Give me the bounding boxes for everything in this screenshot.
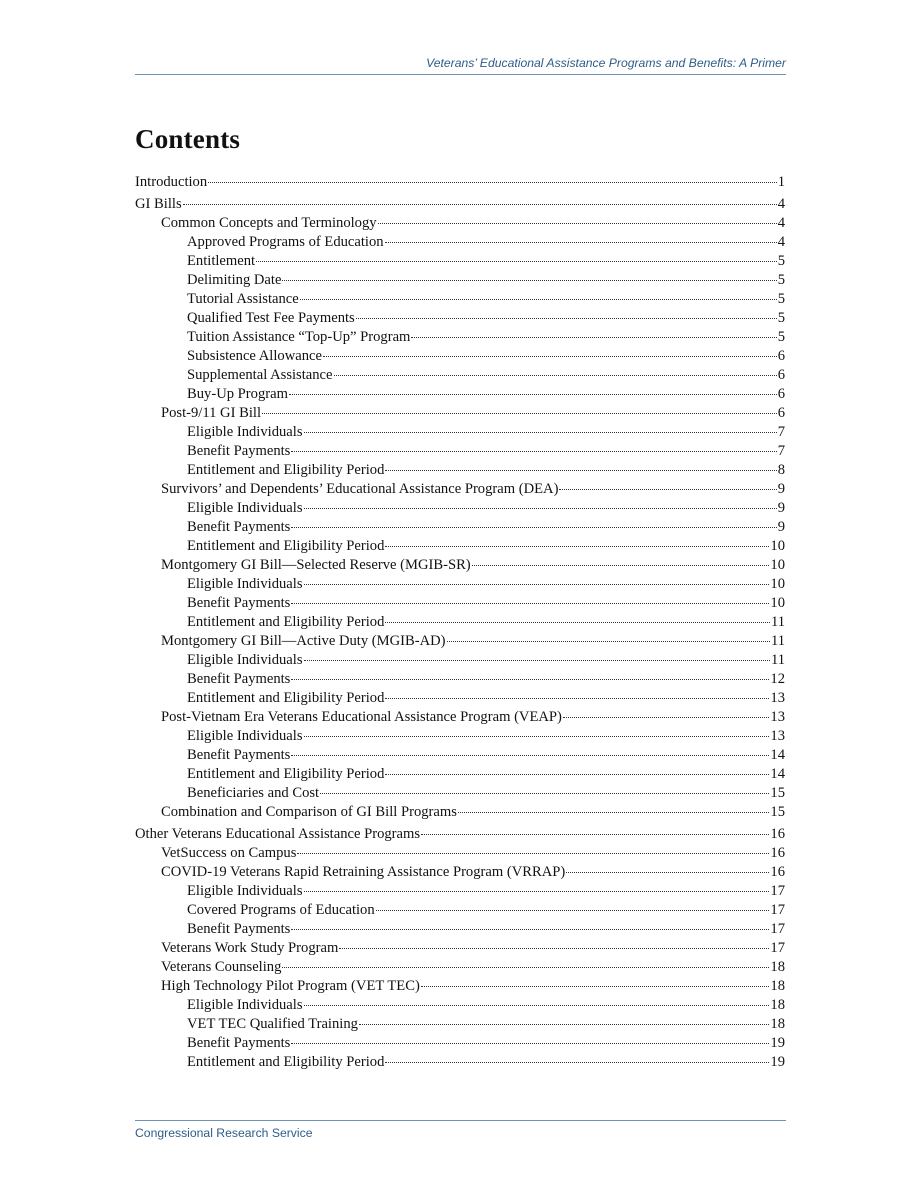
toc-entry-title: Eligible Individuals bbox=[187, 652, 303, 668]
toc-entry[interactable] bbox=[135, 518, 785, 537]
page-title: Contents bbox=[135, 124, 241, 154]
toc-entry-page: 17 bbox=[770, 902, 785, 918]
toc-entry-page: 13 bbox=[770, 728, 785, 744]
toc-entry[interactable] bbox=[135, 863, 785, 882]
toc-entry[interactable] bbox=[135, 765, 785, 784]
toc-entry-page: 7 bbox=[777, 443, 785, 459]
toc-entry-page: 10 bbox=[770, 595, 785, 611]
dot-leader bbox=[304, 1005, 770, 1006]
toc-entry-page: 9 bbox=[777, 481, 785, 497]
toc-entry-title: Benefit Payments bbox=[187, 747, 291, 763]
toc-entry[interactable] bbox=[135, 784, 785, 803]
dot-leader bbox=[385, 242, 777, 243]
toc-entry-page: 12 bbox=[770, 671, 785, 687]
toc-entry-page: 5 bbox=[777, 253, 785, 269]
dot-leader bbox=[291, 679, 769, 680]
toc-entry-page: 4 bbox=[777, 234, 785, 250]
dot-leader bbox=[291, 929, 769, 930]
toc-entry-page: 9 bbox=[777, 519, 785, 535]
dot-leader bbox=[262, 413, 777, 414]
toc-entry-title: Entitlement and Eligibility Period bbox=[187, 690, 385, 706]
toc-entry[interactable] bbox=[135, 651, 785, 670]
toc-entry-page: 6 bbox=[777, 386, 785, 402]
toc-entry[interactable] bbox=[135, 173, 785, 192]
dot-leader bbox=[385, 774, 769, 775]
toc-entry-title: Other Veterans Educational Assistance Programs bbox=[135, 826, 421, 842]
dot-leader bbox=[339, 948, 769, 949]
toc-entry[interactable] bbox=[135, 1015, 785, 1034]
toc-entry-title: Entitlement and Eligibility Period bbox=[187, 614, 385, 630]
running-title: Veterans’ Educational Assistance Programs and Benefits: A Primer bbox=[426, 56, 786, 70]
toc-entry-title: Eligible Individuals bbox=[187, 997, 303, 1013]
dot-leader bbox=[378, 223, 777, 224]
toc-entry[interactable] bbox=[135, 442, 785, 461]
toc-entry-page: 4 bbox=[777, 215, 785, 231]
dot-leader bbox=[385, 546, 769, 547]
toc-entry[interactable] bbox=[135, 632, 785, 651]
toc-entry-title: Montgomery GI Bill—Selected Reserve (MGIB-SR) bbox=[161, 557, 471, 573]
toc-entry[interactable] bbox=[135, 708, 785, 727]
dot-leader bbox=[472, 565, 770, 566]
toc-entry-page: 5 bbox=[777, 310, 785, 326]
toc-entry[interactable] bbox=[135, 958, 785, 977]
toc-entry-page: 6 bbox=[777, 405, 785, 421]
toc-entry[interactable] bbox=[135, 404, 785, 423]
toc-entry[interactable] bbox=[135, 309, 785, 328]
dot-leader bbox=[411, 337, 776, 338]
dot-leader bbox=[291, 451, 776, 452]
toc-entry-page: 10 bbox=[770, 557, 785, 573]
toc-entry-title: Entitlement and Eligibility Period bbox=[187, 538, 385, 554]
dot-leader bbox=[304, 432, 777, 433]
toc-entry[interactable] bbox=[135, 480, 785, 499]
footer-organization: Congressional Research Service bbox=[135, 1126, 313, 1140]
dot-leader bbox=[304, 584, 770, 585]
toc-entry-title: Introduction bbox=[135, 174, 208, 190]
toc-entry-page: 18 bbox=[770, 997, 785, 1013]
toc-entry-title: Entitlement bbox=[187, 253, 256, 269]
dot-leader bbox=[183, 204, 777, 205]
toc-entry[interactable] bbox=[135, 347, 785, 366]
toc-entry-title: Combination and Comparison of GI Bill Programs bbox=[161, 804, 457, 820]
toc-entry-page: 7 bbox=[777, 424, 785, 440]
toc-entry-page: 11 bbox=[770, 614, 785, 630]
toc-entry-page: 18 bbox=[770, 978, 785, 994]
toc-entry-page: 18 bbox=[770, 1016, 785, 1032]
toc-entry[interactable] bbox=[135, 996, 785, 1015]
toc-entry-title: Eligible Individuals bbox=[187, 728, 303, 744]
toc-entry[interactable] bbox=[135, 575, 785, 594]
dot-leader bbox=[282, 280, 776, 281]
toc-entry[interactable] bbox=[135, 1034, 785, 1053]
dot-leader bbox=[297, 853, 769, 854]
toc-entry-page: 6 bbox=[777, 367, 785, 383]
toc-entry-page: 17 bbox=[770, 921, 785, 937]
toc-entry[interactable] bbox=[135, 537, 785, 556]
toc-entry-title: Benefit Payments bbox=[187, 595, 291, 611]
toc-entry-title: Montgomery GI Bill—Active Duty (MGIB-AD) bbox=[161, 633, 446, 649]
toc-entry-title: Post-Vietnam Era Veterans Educational Assistance Program (VEAP) bbox=[161, 709, 562, 725]
dot-leader bbox=[300, 299, 777, 300]
dot-leader bbox=[559, 489, 776, 490]
toc-entry-title: Covered Programs of Education bbox=[187, 902, 375, 918]
toc-entry-title: Buy-Up Program bbox=[187, 386, 288, 402]
toc-entry[interactable] bbox=[135, 290, 785, 309]
toc-entry-page: 19 bbox=[770, 1035, 785, 1051]
toc-entry-title: Survivors’ and Dependents’ Educational Assistance Program (DEA) bbox=[161, 481, 559, 497]
toc-entry-title: VET TEC Qualified Training bbox=[187, 1016, 358, 1032]
toc-entry-page: 17 bbox=[770, 940, 785, 956]
dot-leader bbox=[334, 375, 777, 376]
toc-entry[interactable] bbox=[135, 977, 785, 996]
dot-leader bbox=[291, 603, 769, 604]
dot-leader bbox=[323, 356, 777, 357]
toc-entry-page: 14 bbox=[770, 766, 785, 782]
dot-leader bbox=[304, 660, 770, 661]
toc-entry[interactable] bbox=[135, 233, 785, 252]
dot-leader bbox=[421, 834, 769, 835]
toc-entry-title: Post-9/11 GI Bill bbox=[161, 405, 262, 421]
toc-entry-title: Supplemental Assistance bbox=[187, 367, 333, 383]
toc-entry[interactable] bbox=[135, 499, 785, 518]
dot-leader bbox=[563, 717, 770, 718]
toc-entry[interactable] bbox=[135, 746, 785, 765]
dot-leader bbox=[359, 1024, 769, 1025]
dot-leader bbox=[256, 261, 777, 262]
toc-entry-page: 16 bbox=[770, 845, 785, 861]
dot-leader bbox=[282, 967, 769, 968]
toc-entry-page: 5 bbox=[777, 329, 785, 345]
dot-leader bbox=[458, 812, 769, 813]
toc-entry[interactable] bbox=[135, 423, 785, 442]
toc-entry[interactable] bbox=[135, 689, 785, 708]
toc-entry-title: High Technology Pilot Program (VET TEC) bbox=[161, 978, 420, 994]
toc-entry-title: Beneficiaries and Cost bbox=[187, 785, 320, 801]
toc-entry[interactable] bbox=[135, 556, 785, 575]
dot-leader bbox=[208, 182, 777, 183]
toc-entry[interactable] bbox=[135, 195, 785, 214]
toc-entry[interactable] bbox=[135, 613, 785, 632]
toc-entry-title: Subsistence Allowance bbox=[187, 348, 322, 364]
toc-entry-title: Benefit Payments bbox=[187, 519, 291, 535]
toc-entry-title: GI Bills bbox=[135, 196, 182, 212]
toc-entry-title: Entitlement and Eligibility Period bbox=[187, 766, 385, 782]
toc-entry-title: Common Concepts and Terminology bbox=[161, 215, 377, 231]
dot-leader bbox=[289, 394, 777, 395]
toc-entry[interactable] bbox=[135, 844, 785, 863]
toc-entry-page: 11 bbox=[770, 652, 785, 668]
toc-entry-title: Benefit Payments bbox=[187, 443, 291, 459]
toc-entry-title: COVID-19 Veterans Rapid Retraining Assistance Program (VRRAP) bbox=[161, 864, 566, 880]
toc-entry-page: 4 bbox=[777, 196, 785, 212]
toc-entry-title: VetSuccess on Campus bbox=[161, 845, 297, 861]
toc-entry[interactable] bbox=[135, 882, 785, 901]
dot-leader bbox=[304, 736, 770, 737]
running-footer bbox=[135, 1120, 786, 1142]
toc-entry-page: 13 bbox=[770, 690, 785, 706]
toc-entry-title: Entitlement and Eligibility Period bbox=[187, 462, 385, 478]
toc-entry-title: Eligible Individuals bbox=[187, 500, 303, 516]
toc-entry[interactable] bbox=[135, 1053, 785, 1072]
toc-entry-title: Delimiting Date bbox=[187, 272, 282, 288]
toc-entry-page: 11 bbox=[770, 633, 785, 649]
toc-entry-title: Benefit Payments bbox=[187, 1035, 291, 1051]
toc-entry-title: Qualified Test Fee Payments bbox=[187, 310, 355, 326]
toc-entry-page: 6 bbox=[777, 348, 785, 364]
toc-entry[interactable] bbox=[135, 920, 785, 939]
running-header bbox=[135, 54, 786, 75]
toc-entry-title: Veterans Work Study Program bbox=[161, 940, 339, 956]
toc-entry-title: Tuition Assistance “Top-Up” Program bbox=[187, 329, 411, 345]
toc-entry[interactable] bbox=[135, 385, 785, 404]
dot-leader bbox=[320, 793, 769, 794]
dot-leader bbox=[291, 1043, 769, 1044]
toc-entry-title: Eligible Individuals bbox=[187, 424, 303, 440]
toc-entry-title: Veterans Counseling bbox=[161, 959, 282, 975]
dot-leader bbox=[421, 986, 770, 987]
toc-entry-page: 13 bbox=[770, 709, 785, 725]
toc-entry[interactable] bbox=[135, 214, 785, 233]
toc-entry-page: 16 bbox=[770, 826, 785, 842]
toc-entry[interactable] bbox=[135, 328, 785, 347]
toc-entry-page: 9 bbox=[777, 500, 785, 516]
dot-leader bbox=[304, 508, 777, 509]
toc-entry-page: 15 bbox=[770, 804, 785, 820]
toc-entry-title: Approved Programs of Education bbox=[187, 234, 384, 250]
dot-leader bbox=[566, 872, 769, 873]
toc-entry-title: Tutorial Assistance bbox=[187, 291, 299, 307]
toc-entry-page: 5 bbox=[777, 272, 785, 288]
table-of-contents bbox=[135, 173, 785, 1072]
toc-entry-page: 5 bbox=[777, 291, 785, 307]
dot-leader bbox=[385, 1062, 769, 1063]
toc-entry-page: 17 bbox=[770, 883, 785, 899]
toc-entry[interactable] bbox=[135, 366, 785, 385]
dot-leader bbox=[304, 891, 770, 892]
dot-leader bbox=[385, 470, 776, 471]
toc-entry[interactable] bbox=[135, 594, 785, 613]
toc-entry[interactable] bbox=[135, 271, 785, 290]
dot-leader bbox=[356, 318, 777, 319]
toc-entry-page: 15 bbox=[770, 785, 785, 801]
dot-leader bbox=[385, 698, 769, 699]
toc-entry[interactable] bbox=[135, 939, 785, 958]
toc-entry[interactable] bbox=[135, 803, 785, 822]
toc-entry-page: 10 bbox=[770, 538, 785, 554]
dot-leader bbox=[447, 641, 770, 642]
toc-entry-title: Benefit Payments bbox=[187, 671, 291, 687]
toc-entry-page: 19 bbox=[770, 1054, 785, 1070]
toc-entry-page: 18 bbox=[770, 959, 785, 975]
toc-entry-page: 10 bbox=[770, 576, 785, 592]
toc-entry[interactable] bbox=[135, 727, 785, 746]
toc-entry[interactable] bbox=[135, 901, 785, 920]
toc-entry-title: Entitlement and Eligibility Period bbox=[187, 1054, 385, 1070]
dot-leader bbox=[376, 910, 770, 911]
toc-entry[interactable] bbox=[135, 252, 785, 271]
toc-entry-page: 14 bbox=[770, 747, 785, 763]
dot-leader bbox=[385, 622, 770, 623]
toc-entry-title: Eligible Individuals bbox=[187, 883, 303, 899]
toc-entry[interactable] bbox=[135, 825, 785, 844]
toc-entry[interactable] bbox=[135, 670, 785, 689]
toc-entry-page: 1 bbox=[777, 174, 785, 190]
dot-leader bbox=[291, 527, 776, 528]
toc-entry[interactable] bbox=[135, 461, 785, 480]
toc-entry-title: Benefit Payments bbox=[187, 921, 291, 937]
toc-entry-page: 16 bbox=[770, 864, 785, 880]
dot-leader bbox=[291, 755, 769, 756]
toc-entry-page: 8 bbox=[777, 462, 785, 478]
toc-entry-title: Eligible Individuals bbox=[187, 576, 303, 592]
